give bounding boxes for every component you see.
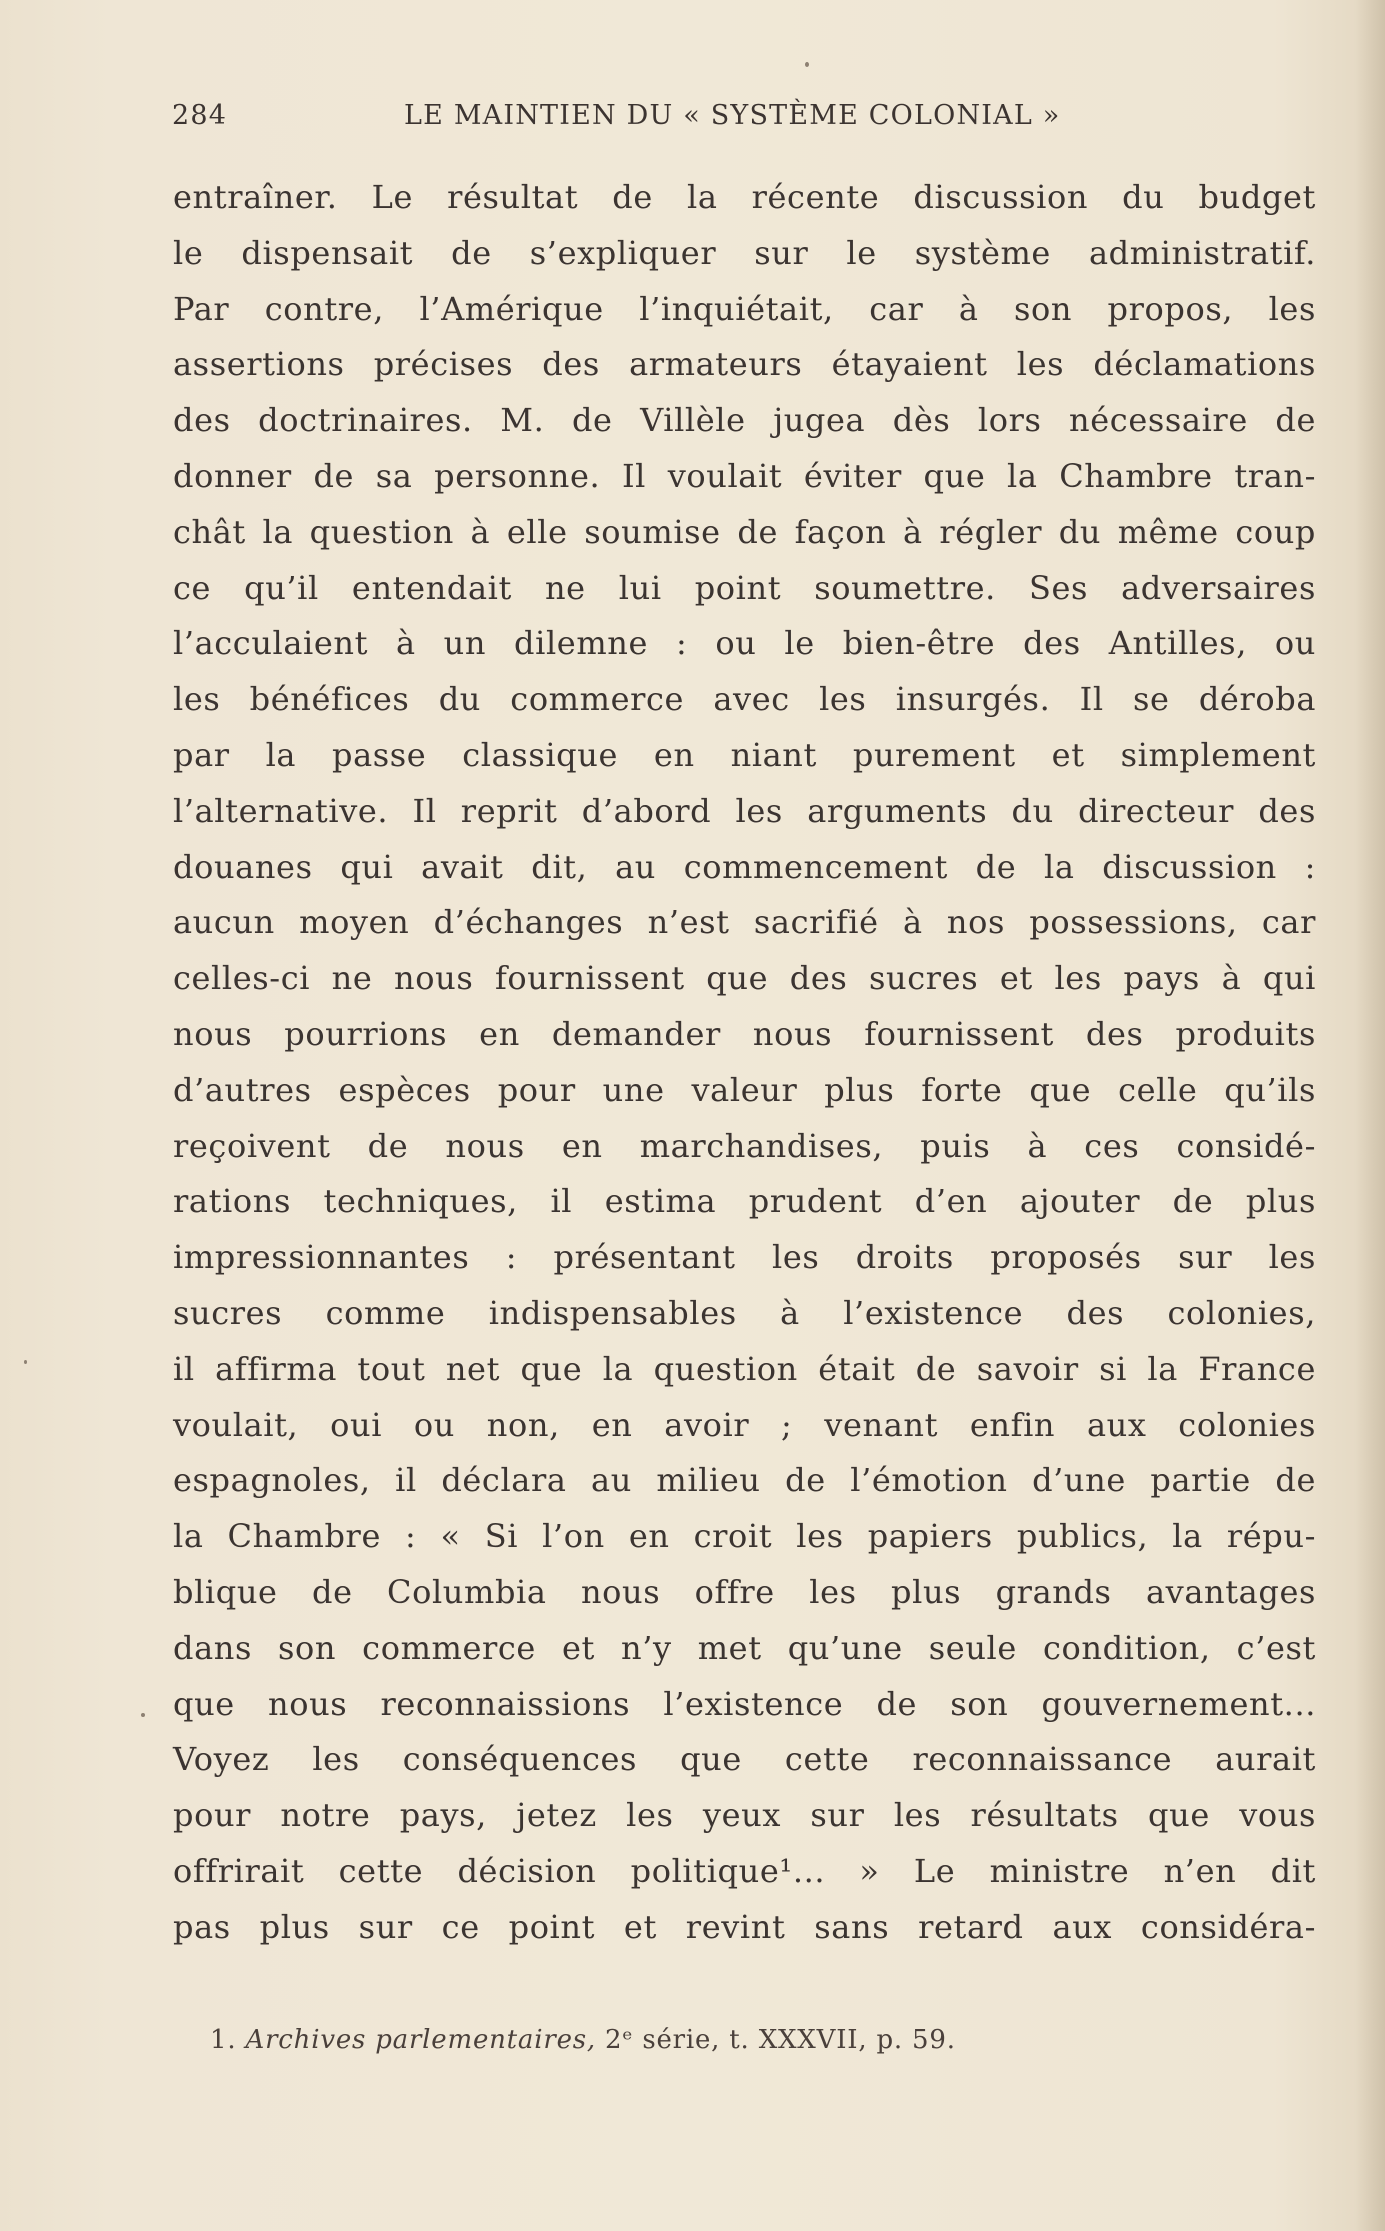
text-line: des doctrinaires. M. de Villèle jugea dès lors nécessaire de — [173, 401, 1316, 440]
text-line: l’acculaient à un dilemne : ou le bien-être des Antilles, ou — [173, 624, 1316, 663]
text-line: sucres comme indispensables à l’existence des colonies, — [173, 1293, 1316, 1332]
text-line: voulait, oui ou non, en avoir ; venant enfin aux colonies — [173, 1405, 1316, 1444]
text-line: rations techniques, il estima prudent d’en ajouter de plus — [173, 1182, 1316, 1221]
text-line: assertions précises des armateurs étayaient les déclamations — [173, 345, 1316, 384]
text-line: par la passe classique en niant purement et simplement — [173, 735, 1316, 774]
footnote-number: 1. — [210, 2025, 237, 2055]
text-line: aucun moyen d’échanges n’est sacrifié à nos possessions, car — [173, 903, 1316, 942]
text-line: il affirma tout net que la question était de savoir si la France — [173, 1349, 1316, 1388]
text-line: reçoivent de nous en marchandises, puis à ces considé- — [173, 1126, 1316, 1165]
page-edge-shadow — [1355, 0, 1385, 2231]
body-text — [173, 170, 1316, 1956]
text-line: chât la question à elle soumise de façon à régler du même coup — [173, 512, 1316, 551]
text-line: douanes qui avait dit, au commencement de la discussion : — [173, 847, 1316, 886]
text-line: entraîner. Le résultat de la récente discussion du budget — [173, 178, 1316, 216]
footnote-source: Archives parlementaires, — [245, 2025, 596, 2055]
text-line: blique de Columbia nous offre les plus grands avantages — [173, 1572, 1316, 1611]
text-line: nous pourrions en demander nous fournissent des produits — [173, 1014, 1316, 1053]
text-line: que nous reconnaissions l’existence de son gouvernement... — [173, 1684, 1316, 1723]
text-line: pour notre pays, jetez les yeux sur les résultats que vous — [173, 1796, 1316, 1835]
text-line: le dispensait de s’expliquer sur le système administratif. — [173, 233, 1316, 272]
text-line: la Chambre : « Si l’on en croit les papiers publics, la répu- — [173, 1517, 1316, 1556]
text-line: d’autres espèces pour une valeur plus forte que celle qu’ils — [173, 1070, 1316, 1109]
text-line: donner de sa personne. Il voulait éviter que la Chambre tran- — [173, 456, 1316, 495]
text-line: impressionnantes : présentant les droits proposés sur les — [173, 1238, 1316, 1277]
running-head — [172, 100, 1320, 140]
text-line: Voyez les conséquences que cette reconnaissance aurait — [173, 1740, 1316, 1779]
page-number: 284 — [172, 100, 228, 131]
text-line: offrirait cette décision politique¹... » Le ministre n’en dit — [173, 1851, 1316, 1890]
text-line: pas plus sur ce point et revint sans retard aux considéra- — [173, 1907, 1316, 1946]
text-line: ce qu’il entendait ne lui point soumettre. Ses adversaires — [173, 568, 1316, 607]
text-line: l’alternative. Il reprit d’abord les arguments du directeur des — [173, 791, 1316, 830]
text-line: espagnoles, il déclara au milieu de l’émotion d’une partie de — [173, 1461, 1316, 1500]
footnote-details: 2ᵉ série, t. XXXVII, p. 59. — [605, 2025, 956, 2055]
paper-speck — [805, 62, 809, 67]
paper-speck — [141, 1713, 145, 1717]
text-line: Par contre, l’Amérique l’inquiétait, car à son propos, les — [173, 289, 1316, 328]
text-line: les bénéfices du commerce avec les insurgés. Il se déroba — [173, 680, 1316, 719]
chapter-title: LE MAINTIEN DU « SYSTÈME COLONIAL » — [404, 100, 1061, 131]
footnote — [210, 2025, 956, 2055]
text-line: celles-ci ne nous fournissent que des sucres et les pays à qui — [173, 959, 1316, 998]
paper-speck — [24, 1360, 27, 1364]
text-line: dans son commerce et n’y met qu’une seule condition, c’est — [173, 1628, 1316, 1667]
